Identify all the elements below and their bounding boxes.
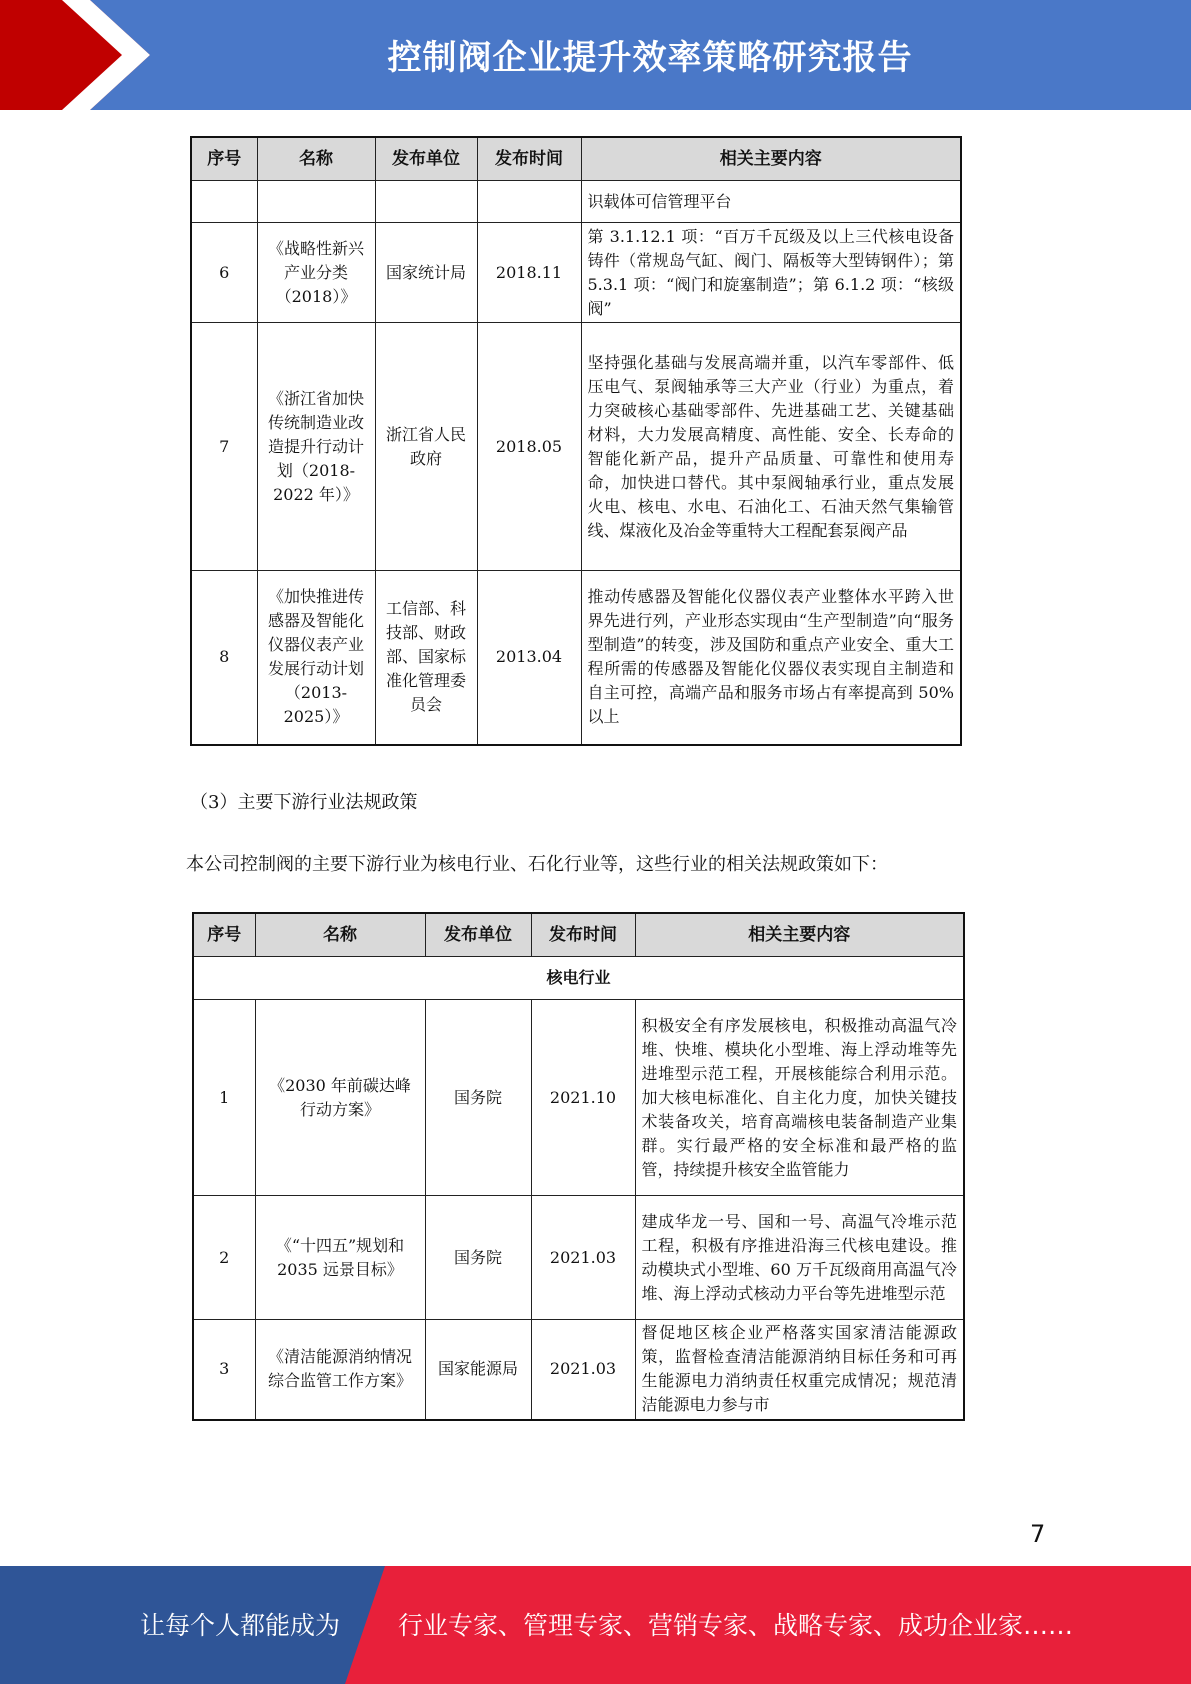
header-title: 控制阀企业提升效率策略研究报告 [387,38,913,78]
cell-date [477,181,581,223]
table-row [191,181,961,223]
header-cell-no: 序号 [191,137,257,181]
header-cell-name: 名称 [257,137,375,181]
cell-content: 建成华龙一号、国和一号、高温气冷堆示范工程，积极有序推进沿海三代核电建设。推动模块式小型堆、60 万千瓦级商用高温气冷堆、海上浮动式核动力平台等先进堆型示范 [635,1196,964,1320]
policy-table-downstream [192,912,965,1421]
cell-content: 坚持强化基础与发展高端并重，以汽车零部件、低压电气、泵阀轴承等三大产业（行业）为重点，着力突破核心基础零部件、先进基础工艺、关键基础材料，大力发展高精度、高性能、安全、长寿命的智能化新产品，提升产品质量、可靠性和使用寿命，加快进口替代。其中泵阀轴承行业，重点发展火电、核电、水电、石油化工、石油天然气集输管线、煤液化及冶金等重特大工程配套泵阀产品 [581,323,961,571]
cell-unit: 国务院 [425,1000,531,1196]
header-cell-content: 相关主要内容 [635,913,964,957]
cell-name [257,181,375,223]
cell-date: 2021.03 [531,1320,635,1420]
table-row [193,1196,964,1320]
cell-date: 2018.05 [477,323,581,571]
cell-content: 督促地区核企业严格落实国家清洁能源政策，监督检查清洁能源消纳目标任务和可再生能源电力消纳责任权重完成情况；规范清洁能源电力参与市 [635,1320,964,1420]
cell-date: 2018.11 [477,223,581,323]
header-cell-unit: 发布单位 [375,137,477,181]
cell-content: 积极安全有序发展核电，积极推动高温气冷堆、快堆、模块化小型堆、海上浮动堆等先进堆型示范工程，开展核能综合利用示范。加大核电标准化、自主化力度，加快关键技术装备攻关，培育高端核电装备制造产业集群。实行最严格的安全标准和最严格的监管，持续提升核安全监管能力 [635,1000,964,1196]
page-header [0,0,1191,110]
cell-name: 《浙江省加快传统制造业改造提升行动计划（2018-2022 年）》 [257,323,375,571]
cell-unit: 国家能源局 [425,1320,531,1420]
cell-name: 《战略性新兴产业分类（2018）》 [257,223,375,323]
cell-unit: 浙江省人民政府 [375,323,477,571]
cell-no: 2 [193,1196,255,1320]
cell-no: 3 [193,1320,255,1420]
cell-unit: 国家统计局 [375,223,477,323]
header-cell-name: 名称 [255,913,425,957]
cell-no: 8 [191,571,257,745]
footer-slogan-left: 让每个人都能成为 [140,1611,341,1640]
page-footer [0,1566,1191,1684]
cell-date: 2021.03 [531,1196,635,1320]
cell-unit: 国务院 [425,1196,531,1320]
table-row [193,1320,964,1420]
cell-name: 《2030 年前碳达峰行动方案》 [255,1000,425,1196]
header-cell-content: 相关主要内容 [581,137,961,181]
cell-unit [375,181,477,223]
cell-no: 7 [191,323,257,571]
header-cell-date: 发布时间 [531,913,635,957]
cell-date: 2021.10 [531,1000,635,1196]
cell-no: 1 [193,1000,255,1196]
table-section-row [193,957,964,1000]
header-chevron-logo [0,0,160,110]
cell-content: 第 3.1.12.1 项：“百万千瓦级及以上三代核电设备铸件（常规岛气缸、阀门、隔板等大型铸钢件）；第 5.3.1 项：“阀门和旋塞制造”；第 6.1.2 项：“核级阀” [581,223,961,323]
table-header-row [191,137,961,181]
cell-name: 《加快推进传感器及智能化仪器仪表产业发展行动计划（2013-2025）》 [257,571,375,745]
footer-slogan-right: 行业专家、管理专家、营销专家、战略专家、成功企业家…… [398,1611,1074,1640]
page-number: 7 [1030,1520,1046,1548]
section-label: 核电行业 [193,957,964,1000]
table-row [191,323,961,571]
header-cell-date: 发布时间 [477,137,581,181]
cell-no [191,181,257,223]
policy-table-upstream [190,136,962,746]
cell-date: 2013.04 [477,571,581,745]
table-row [191,223,961,323]
cell-content: 推动传感器及智能化仪器仪表产业整体水平跨入世界先进行列，产业形态实现由“生产型制造”向“服务型制造”的转变，涉及国防和重点产业安全、重大工程所需的传感器及智能化仪器仪表实现自主制造和自主可控，高端产品和服务市场占有率提高到 50%以上 [581,571,961,745]
header-cell-no: 序号 [193,913,255,957]
cell-content: 识载体可信管理平台 [581,181,961,223]
cell-no: 6 [191,223,257,323]
table-row [193,1000,964,1196]
header-cell-unit: 发布单位 [425,913,531,957]
cell-name: 《清洁能源消纳情况综合监管工作方案》 [255,1320,425,1420]
table-header-row [193,913,964,957]
table-row [191,571,961,745]
cell-unit: 工信部、科技部、财政部、国家标准化管理委员会 [375,571,477,745]
intro-paragraph: 本公司控制阀的主要下游行业为核电行业、石化行业等，这些行业的相关法规政策如下： [186,854,888,875]
cell-name: 《“十四五”规划和 2035 远景目标》 [255,1196,425,1320]
section-heading: （3）主要下游行业法规政策 [190,792,418,813]
